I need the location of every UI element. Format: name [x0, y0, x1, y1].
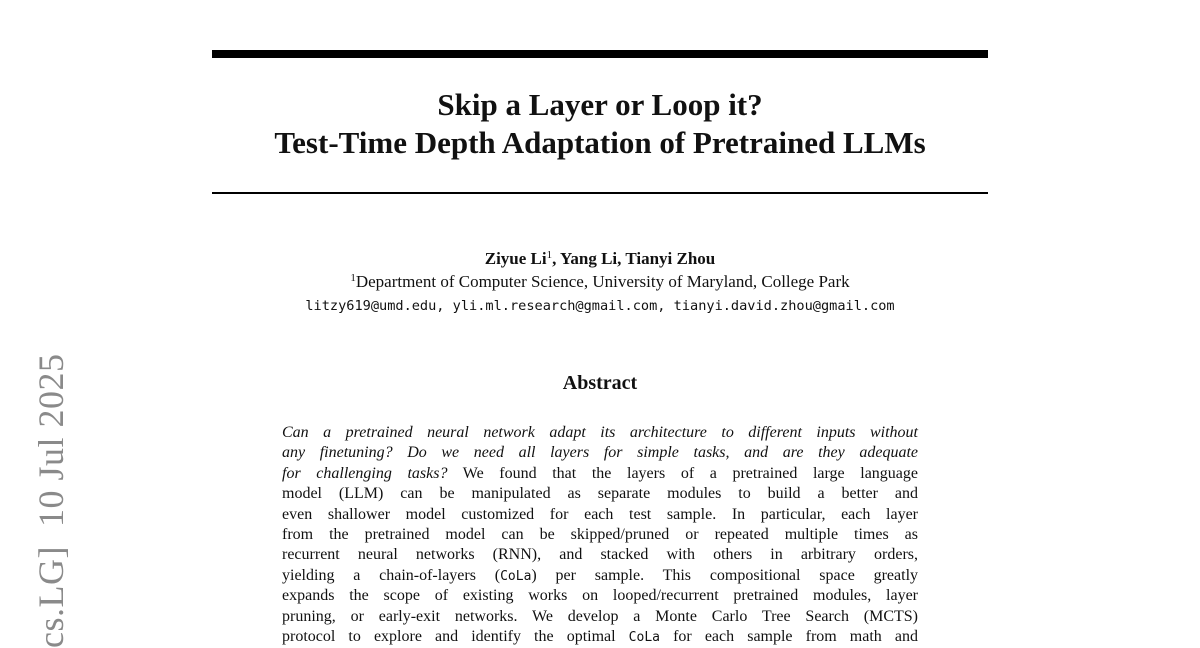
cola-code-term: CoLa: [628, 629, 660, 645]
abstract-text: model (LLM) can be manipulated as separate modules to build a better and: [282, 485, 918, 503]
author-emails: litzy619@umd.edu, yli.ml.research@gmail.com, tianyi.david.zhou@gmail.com: [305, 298, 895, 314]
abstract-line: [282, 505, 918, 525]
abstract-text: recurrent neural networks (RNN), and stacked with others in arbitrary orders,: [282, 546, 918, 564]
abstract-line: [282, 586, 918, 606]
abstract-question-2: any finetuning? Do we need all layers for simple tasks, and are they adequate: [282, 444, 918, 462]
abstract-text: even shallower model customized for each test sample. In particular, each layer: [282, 505, 918, 523]
abstract-line: [282, 525, 918, 545]
abstract-text: expands the scope of existing works on looped/recurrent pretrained modules, layer: [282, 587, 918, 605]
abstract-line: [282, 627, 918, 647]
abstract-text: We found that the layers of a pretrained large language: [447, 464, 918, 482]
cola-code-term: CoLa: [500, 568, 532, 584]
abstract-heading: Abstract: [562, 372, 638, 394]
abstract-line: [282, 423, 918, 443]
title-line-1: Skip a Layer or Loop it?: [437, 87, 763, 122]
arxiv-side-stamp: cs.LG] 10 Jul 2025: [31, 353, 71, 648]
abstract-question-1: Can a pretrained neural network adapt its architecture to different inputs without: [282, 424, 918, 441]
abstract-body: [282, 423, 918, 647]
abstract-line: [282, 443, 918, 463]
abstract-line: [282, 484, 918, 504]
abstract-text: protocol to explore and identify the optimal: [282, 627, 629, 645]
abstract-text: ) per sample. This compositional space greatly: [531, 566, 919, 584]
abstract-line: [282, 464, 918, 484]
affiliation: [212, 271, 988, 293]
abstract-text: from the pretrained model can be skipped/pruned or repeated multiple times as: [282, 525, 918, 543]
abstract-line: [282, 545, 918, 565]
title-top-rule: [212, 50, 988, 58]
author-list: [212, 248, 988, 270]
abstract-text: pruning, or early-exit networks. We develop a Monte Carlo Tree Search (MCTS): [282, 607, 918, 625]
abstract-line: [282, 566, 918, 586]
author-name-1: Ziyue Li: [484, 249, 547, 268]
abstract-line: [282, 607, 918, 627]
affiliation-mark: 1: [350, 272, 356, 284]
title-line-2: Test-Time Depth Adaptation of Pretrained LLMs: [274, 125, 926, 160]
author-names-rest: , Yang Li, Tianyi Zhou: [552, 249, 716, 268]
abstract-text: for each sample from math and: [659, 627, 918, 645]
abstract-question-3: for challenging tasks?: [282, 464, 448, 482]
affiliation-text: Department of Computer Science, University of Maryland, College Park: [355, 272, 850, 291]
title-bottom-rule: [212, 192, 988, 194]
paper-title: [212, 86, 988, 162]
abstract-text: yielding a chain-of-layers (: [282, 566, 501, 584]
author-affiliation-mark: 1: [546, 249, 553, 261]
